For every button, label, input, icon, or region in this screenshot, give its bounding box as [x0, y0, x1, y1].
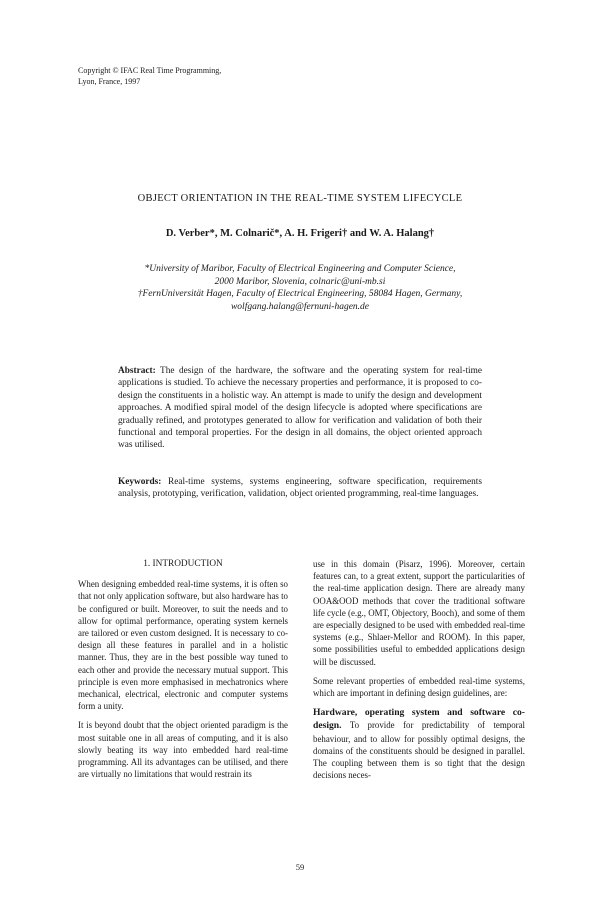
paragraph-text: To provide for predictability of temporal behaviour, and to allow for possibly optimal designs, the domains of the constituents should be designed in parallel. The coupling between them is so tight that the design decisions neces-	[313, 720, 526, 781]
keywords	[118, 476, 482, 501]
affiliation-line: †FernUniversität Hagen, Faculty of Electrical Engineering, 58084 Hagen, Germany,	[137, 289, 463, 299]
paper-title: OBJECT ORIENTATION IN THE REAL-TIME SYSTEM LIFECYCLE	[137, 193, 463, 204]
abstract	[118, 365, 482, 452]
paragraph: Some relevant properties of embedded real-time systems, which are important in defining design guidelines, are:	[313, 675, 525, 699]
right-column	[313, 558, 525, 788]
copyright-line: Copyright © IFAC Real Time Programming,	[78, 66, 222, 75]
paragraph-lead: Hardware, operating system and software co-design.	[313, 707, 525, 732]
paragraph	[313, 706, 525, 781]
keywords-text: Real-time systems, systems engineering, software specification, requirements analysis, prototyping, verification, validation, object oriented programming, real-time languages.	[118, 477, 483, 500]
abstract-text: The design of the hardware, the software and the operating system for real-time applications is studied. To achieve the necessary properties and performance, it is proposed to co-design the constituents in a holistic way. An attempt is made to unify the design and development approaches. A modified spiral model of the design lifecycle is adopted where specifications are gradually refined, and prototypes generated to allow for verification and validation of both their functional and temporal properties. For the design in all domains, the object oriented approach was utilised.	[118, 366, 482, 451]
paragraph: It is beyond doubt that the object oriented paradigm is the most suitable one in all areas of computing, and it is also slowly beating its way into embedded hard real-time programming. All its advantages can be utilised, and there are virtually no limitations that would restrain its	[78, 720, 288, 780]
page-number: 59	[295, 862, 305, 872]
affiliation-line: 2000 Maribor, Slovenia, colnaric@uni-mb.si	[214, 276, 386, 287]
paragraph: use in this domain (Pisarz, 1996). Moreover, certain features can, to a great extent, support the particularities of the real-time application design. There are already many OOA&OOD methods that cover the traditional software life cycle (e.g., OMT, Objectory, Booch), and some of them are especially designed to be used with embedded real-time systems (e.g., Shlaer-Mellor and ROOM). In this paper, some possibilities useful to embedded applications design will be discussed.	[313, 559, 525, 667]
paragraph: When designing embedded real-time systems, it is often so that not only application software, but also hardware has to be configured or built. Moreover, to suit the needs and to allow for optimal performance, operating system kernels are tailored or even custom designed. It is necessary to co-design all these features in parallel and in a holistic manner. Thus, they are in the best possible way tuned to each other and provide the necessary mutual support. This principle is even more emphasised in mechatronics where mechanical, electrical, electronic and computer systems form a unity.	[78, 579, 288, 712]
copyright-notice	[78, 66, 338, 87]
left-column	[78, 558, 288, 787]
copyright-location: Lyon, France, 1997	[78, 76, 141, 86]
abstract-label: Abstract:	[118, 366, 156, 376]
affiliation-line: wolfgang.halang@fernuni-hagen.de	[230, 301, 370, 312]
section-heading: 1. INTRODUCTION	[143, 559, 223, 569]
keywords-label: Keywords:	[118, 477, 162, 487]
affiliations	[100, 263, 500, 313]
affiliation-line: *University of Maribor, Faculty of Electrical Engineering and Computer Science,	[144, 264, 456, 274]
author-list: D. Verber*, M. Colnarič*, A. H. Frigeri† and W. A. Halang†	[165, 228, 435, 239]
